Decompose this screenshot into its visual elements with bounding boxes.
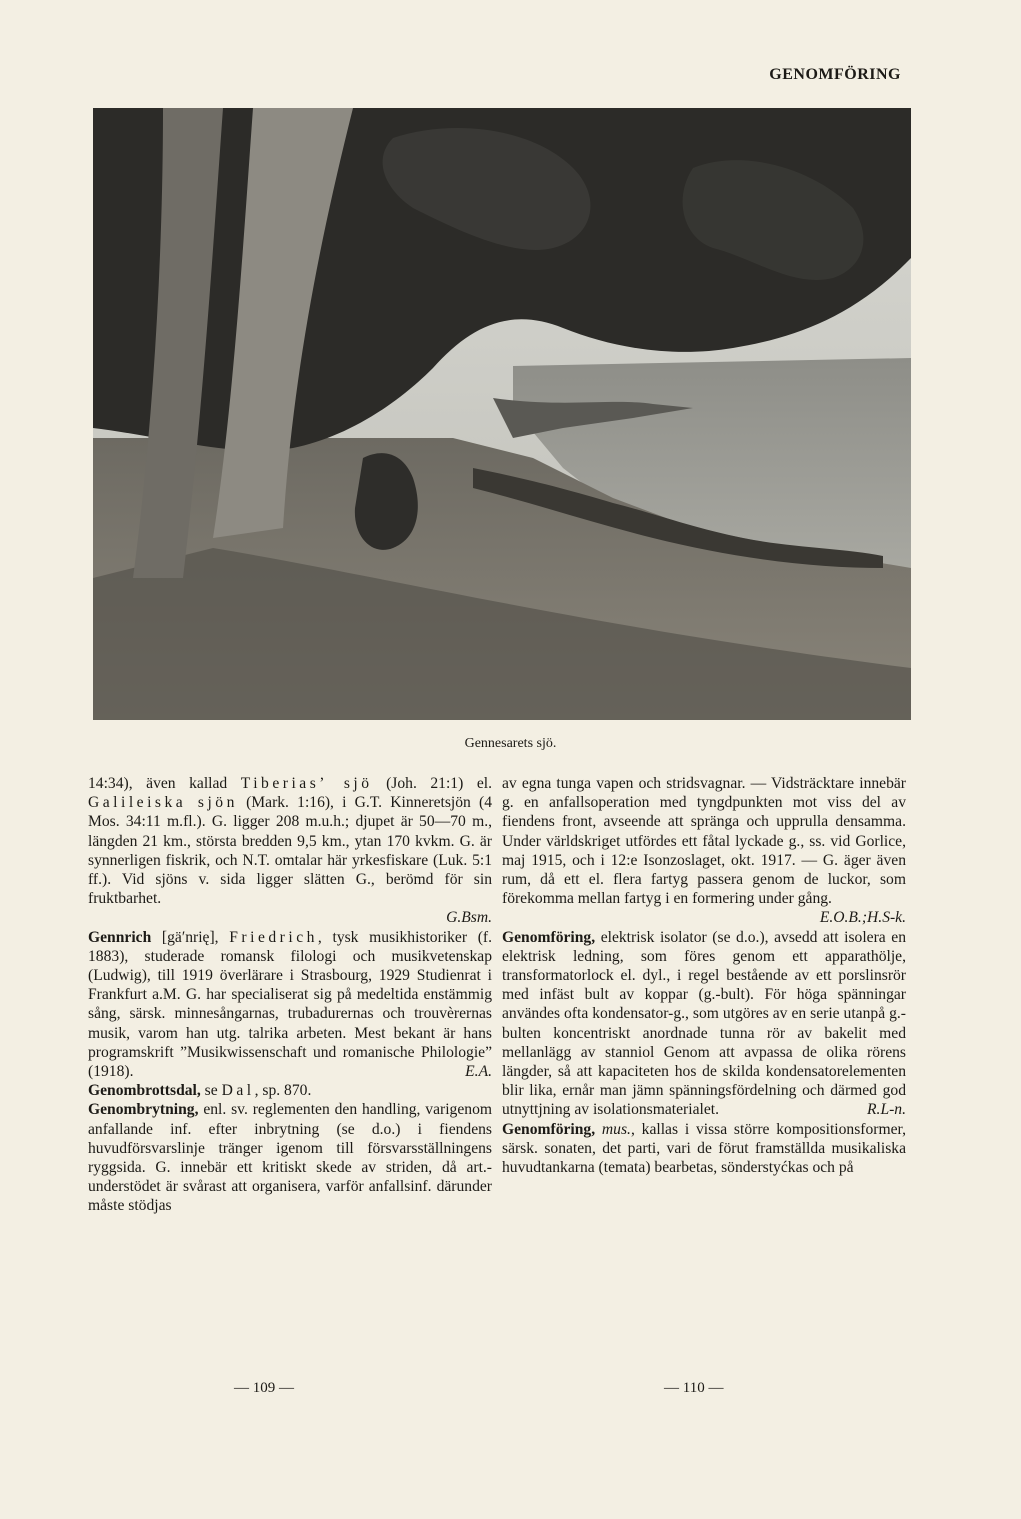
entry-gennrich: Gennrich [gä′nrię], Friedrich, tysk musikhistoriker (f. 1883), studerade romansk filologi och musikvetenskap (Ludwig), till 1919 överlärare i Strasbourg, 1929 Studienrat i Frankfurt a.M. G. har specialiserat sig på medeltida enstämmig sång, särsk. minnesångarnas, trubadurernas och trouvèrernas musik, varom han utg. talrika arbeten. Mest bekant är hans programskrift ”Musikwissenschaft und romanische Philologie” (1918). E.A. — [88, 928, 492, 1081]
page-number-right: — 110 — — [664, 1380, 724, 1396]
entry-genomforing-electrical: Genomföring, elektrisk isolator (se d.o.), avsedd att isolera en elektrisk ledning, som föres genom ett apparathölje, transformatorlock el. dyl., i regel bestående av ett porslinsrör med infäst bult av koppar (g.-bult). För höga spänningar användes ofta kondensator-g., som utgöres av en serie utanpå g.-bulten koncentriskt anordnade tunna rör av bakelit med mellanlägg av stanniol Genom att avpassa de olika rörens längder, så att kapaciteten hos de skilda kondensatorelementen blir lika, ernår man jämn spänningsfördelning och därmed god utnyttjning av isolationsmaterialet. R.L-n. — [502, 928, 906, 1119]
running-head: GENOMFÖRING — [769, 66, 901, 83]
entry-genomforing-music: Genomföring, mus., kallas i vissa större kompositionsformer, särsk. sonaten, det parti, vari de förut framställda musikaliska huvudtankarna (temata) bearbetas, sönderstyćkas och på — [502, 1120, 906, 1177]
author-signature: E.O.B.;H.S-k. — [819, 909, 906, 927]
headword-genombrytning: Genombrytning, — [88, 1101, 199, 1119]
headword-genomforing: Genomföring, — [502, 928, 596, 946]
author-signature: R.L-n. — [867, 1101, 906, 1119]
right-column — [502, 774, 906, 1177]
entry-gennesaret-continuation: 14:34), även kallad Tiberias’ sjö (Joh. 21:1) el. Galileiska sjön (Mark. 1:16), i G.T. Kinneretsjön (4 Mos. 34:11 m.fl.). G. ligger 208 m.u.h.; djupet är 50—70 m., längden 21 km., största bredden 9,5 km., ytan 170 kvkm. G. är synnerligen fiskrik, och N.T. omtalar här yrkesfiskare (Luk. 5:1 ff.). Vid sjöns v. sida ligger slätten G., berömd för sin fruktbarhet. G.Bsm. — [88, 775, 492, 927]
page-number-left: — 109 — — [234, 1380, 294, 1396]
entry-genombrottsdal: Genombrottsdal, se Dal, sp. 870. — [88, 1082, 312, 1100]
entry-genombrytning: Genombrytning, enl. sv. reglementen den handling, varigenom anfallande inf. efter inbrytning (se d.o.) i fiendens huvudförsvarslinje tränger igenom till försvarsställningens ryggsida. G. innebär ett kritiskt skede av striden, då art.-understödet är svårast att organisera, varför anfallsinf. därunder måste stödjas — [88, 1101, 492, 1215]
headword-genomforing: Genomföring, — [502, 1120, 596, 1138]
spaced-term-dal: Dal — [221, 1082, 255, 1100]
left-column — [88, 774, 492, 1216]
author-signature: G.Bsm. — [446, 909, 492, 927]
lake-photograph — [93, 108, 911, 720]
spaced-name-friedrich: Friedrich — [229, 928, 318, 946]
photo-caption: Gennesarets sjö. — [464, 736, 557, 751]
lake-photo-image — [93, 108, 911, 720]
entry-genombrytning-continuation: av egna tunga vapen och stridsvagnar. — Vidsträcktare innebär g. en anfallsoperation med tyngdpunkten mot viss del av fiendens front, avseende att spränga och upprulla densamma. Under världskriget utfördes ett fåtal lyckade g., ss. vid Gorlice, maj 1915, och i 12:e Isonzoslaget, okt. 1917. — G. äger även rum, då ett el. flera fartyg passera genom de luckor, som förekomma mellan fartyg i en formering under gång. E.O.B.;H.S-k. — [502, 775, 906, 927]
headword-genombrottsdal: Genombrottsdal, — [88, 1082, 201, 1100]
headword-gennrich: Gennrich — [88, 928, 152, 946]
spaced-term-galileiska: Galileiska sjön — [88, 794, 238, 812]
spaced-term-tiberias: Tiberias’ sjö — [240, 775, 373, 792]
abbreviation-mus: mus. — [601, 1120, 631, 1138]
author-signature: E.A. — [465, 1063, 492, 1081]
